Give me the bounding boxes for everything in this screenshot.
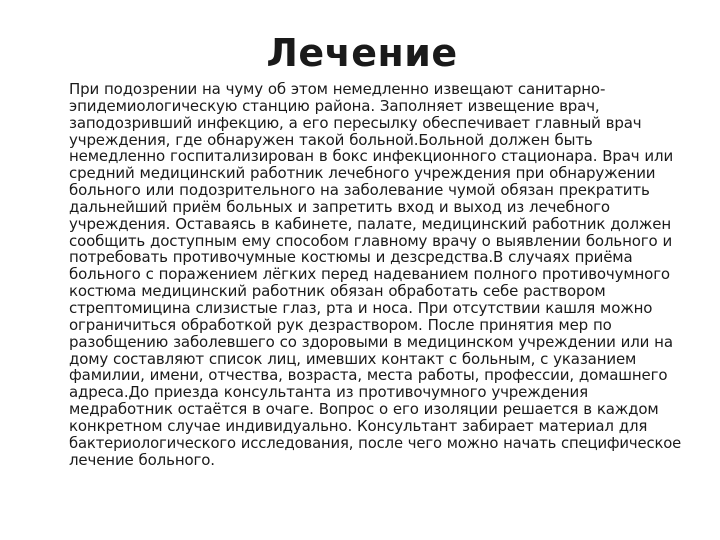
body-line: заподозривший инфекцию, а его пересылку обеспечивает главный врач xyxy=(69,113,642,132)
body-line: немедленно госпитализирован в бокс инфекционного стационара. Врач или xyxy=(69,147,674,166)
body-line: адреса.До приезда консультанта из противочумного учреждения xyxy=(69,383,589,402)
body-line: эпидемиологическую станцию района. Заполняет извещение врач, xyxy=(69,96,600,115)
body-line: дальнейший приём больных и запретить вход и выход из лечебного xyxy=(69,197,610,216)
body-line: сообщить доступным ему способом главному врачу о выявлении больного и xyxy=(69,231,673,250)
body-line: потребовать противочумные костюмы и дезсредства.В случаях приёма xyxy=(69,248,633,267)
body-line: стрептомицина слизистые глаз, рта и носа. При отсутствии кашля можно xyxy=(69,298,653,317)
body-line: средний медицинский работник лечебного учреждения при обнаружении xyxy=(69,164,656,183)
body-text xyxy=(69,81,681,468)
body-line: лечение больного. xyxy=(69,450,215,469)
body-line: учреждения. Оставаясь в кабинете, палате, медицинский работник должен xyxy=(69,214,671,233)
body-line: больного с поражением лёгких перед надеванием полного противочумного xyxy=(69,265,670,284)
body-line: фамилии, имени, отчества, возраста, места работы, профессии, домашнего xyxy=(69,366,668,385)
body-line: ограничиться обработкой рук дезраствором. После принятия мер по xyxy=(69,315,612,334)
body-line: бактериологического исследования, после чего можно начать специфическое xyxy=(69,433,682,452)
body-line: больного или подозрительного на заболевание чумой обязан прекратить xyxy=(69,181,650,200)
body-line: учреждения, где обнаружен такой больной.Больной должен быть xyxy=(69,130,593,149)
body-line: конкретном случае индивидуально. Консультант забирает материал для xyxy=(69,416,648,435)
body-line: дому составляют список лиц, имевших контакт с больным, с указанием xyxy=(69,349,637,368)
body-line: разобщению заболевшего со здоровыми в медицинском учреждении или на xyxy=(69,332,673,351)
slide-title: Лечение xyxy=(266,31,458,75)
body-line: При подозрении на чуму об этом немедленно извещают санитарно- xyxy=(69,80,606,98)
body-line: медработник остаётся в очаге. Вопрос о его изоляции решается в каждом xyxy=(69,400,659,419)
body-line: костюма медицинский работник обязан обработать себе раствором xyxy=(69,282,606,301)
